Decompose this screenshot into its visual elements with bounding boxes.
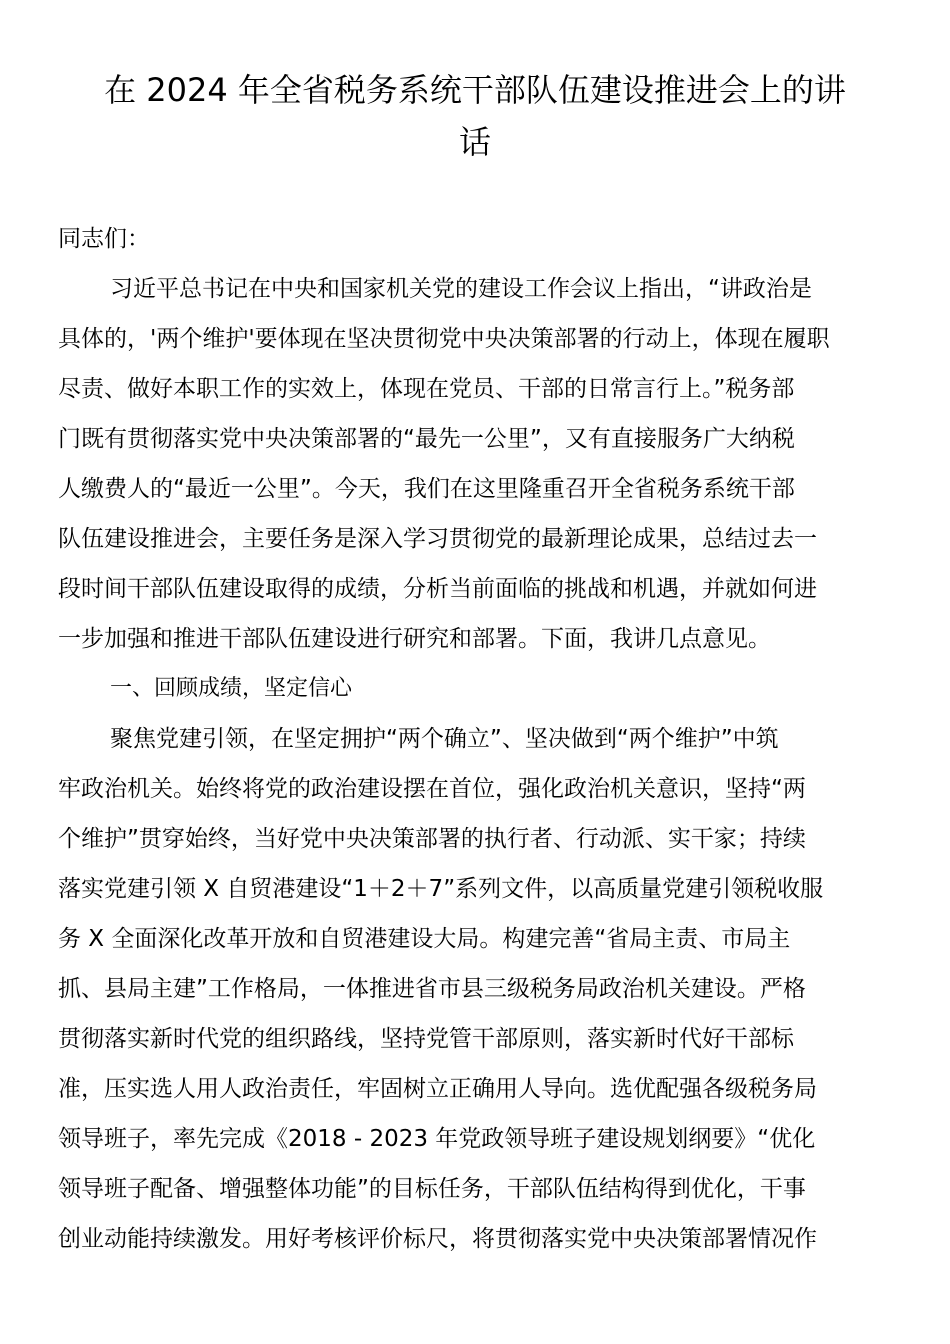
paragraph-line: 段时间干部队伍建设取得的成绩，分析当前面临的挑战和机遇，并就如何进: [58, 576, 817, 602]
paragraph-line: 抓、县局主建”工作格局，一体推进省市县三级税务局政治机关建设。严格: [58, 976, 806, 1002]
paragraph-line: 人缴费人的“最近一公里”。今天，我们在这里隆重召开全省税务系统干部: [58, 476, 795, 502]
paragraph-line: 门既有贯彻落实党中央决策部署的“最先一公里”，又有直接服务广大纳税: [58, 426, 795, 452]
paragraph-line: 聚焦党建引领，在坚定拥护“两个确立”、坚决做到“两个维护”中筑: [110, 726, 779, 752]
title-line-1: 在 2024 年全省税务系统干部队伍建设推进会上的讲: [104, 71, 846, 109]
paragraph-line: 准，压实选人用人政治责任，牢固树立正确用人导向。选优配强各级税务局: [58, 1076, 817, 1102]
paragraph-line: 牢政治机关。始终将党的政治建设摆在首位，强化政治机关意识，坚持“两: [58, 776, 806, 802]
paragraph-line: 队伍建设推进会，主要任务是深入学习贯彻党的最新理论成果，总结过去一: [58, 526, 817, 552]
salutation: 同志们：: [58, 226, 150, 252]
paragraph-line: 领导班子配备、增强整体功能”的目标任务，干部队伍结构得到优化，干事: [58, 1176, 806, 1202]
paragraph-line: 创业动能持续激发。用好考核评价标尺，将贯彻落实党中央决策部署情况作: [58, 1226, 817, 1252]
document-body: [58, 214, 890, 1264]
paragraph-line: 落实党建引领 X 自贸港建设“1＋2＋7”系列文件，以高质量党建引领税收服: [58, 876, 824, 902]
paragraph-line: 尽责、做好本职工作的实效上，体现在党员、干部的日常言行上。”税务部: [58, 376, 795, 402]
paragraph-line: 务 X 全面深化改革开放和自贸港建设大局。构建完善“省局主责、市局主: [58, 926, 791, 952]
paragraph-line: 个维护”贯穿始终，当好党中央决策部署的执行者、行动派、实干家；持续: [58, 826, 806, 852]
document-title: [60, 64, 890, 168]
paragraph-line: 习近平总书记在中央和国家机关党的建设工作会议上指出，“讲政治是: [110, 276, 812, 302]
paragraph-line: 贯彻落实新时代党的组织路线，坚持党管干部原则，落实新时代好干部标: [58, 1026, 794, 1052]
paragraph-line: 一步加强和推进干部队伍建设进行研究和部署。下面，我讲几点意见。: [58, 626, 771, 652]
paragraph-line: 具体的，'两个维护'要体现在坚决贯彻党中央决策部署的行动上，体现在履职: [58, 326, 830, 352]
paragraph-line: 领导班子，率先完成《2018 - 2023 年党政领导班子建设规划纲要》“优化: [58, 1126, 816, 1152]
section-heading: 一、回顾成绩，坚定信心: [110, 676, 353, 701]
title-line-2: 话: [458, 123, 491, 161]
